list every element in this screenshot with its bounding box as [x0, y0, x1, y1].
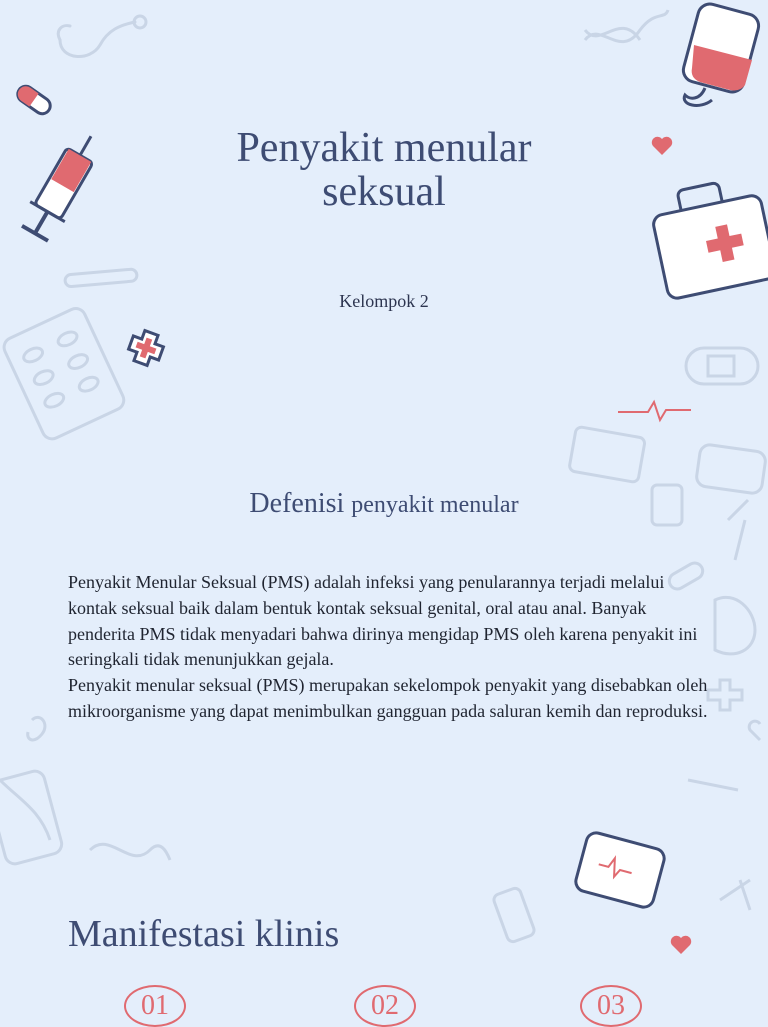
heart-icon	[671, 936, 691, 954]
definition-paragraph-2: Penyakit menular seksual (PMS) merupakan sekelompok penyakit yang disebabkan oleh mikroorganisme yang dapat menimbulkan gangguan pada saluran kemih dan reproduksi.	[68, 675, 708, 721]
blood-bag-icon	[681, 1, 762, 105]
monitor-icon	[574, 831, 667, 910]
title-line-1: Penyakit menular	[236, 125, 532, 171]
definition-body	[68, 570, 708, 725]
item-number-02: 02	[354, 985, 416, 1027]
definition-heading-rest: penyakit menular	[351, 492, 519, 518]
definition-paragraph-1: Penyakit Menular Seksual (PMS) adalah infeksi yang penularannya terjadi melalui kontak seksual baik dalam bentuk kontak seksual genital, oral atau anal. Banyak penderita PMS tidak menyadari bahwa dirinya mengidap PMS oleh karena penyakit ini seringkali tidak menunjukkan gejala.	[68, 572, 698, 670]
dna-icon	[585, 10, 668, 42]
pill-capsule-icon	[15, 83, 54, 117]
page-title	[0, 126, 768, 214]
bandage-icon	[686, 348, 758, 384]
heartbeat-icon	[618, 402, 691, 420]
subtitle: Kelompok 2	[339, 291, 429, 311]
stethoscope-icon	[58, 16, 146, 56]
definition-heading-word: Defenisi	[249, 488, 345, 519]
thermometer-icon	[65, 269, 138, 287]
definition-heading	[0, 488, 768, 520]
item-number-03: 03	[580, 985, 642, 1027]
title-line-2: seksual	[322, 169, 446, 215]
cross-icon	[125, 327, 166, 368]
item-number-01: 01	[124, 985, 186, 1027]
manifestation-heading: Manifestasi klinis	[68, 913, 340, 955]
pill-blister-icon	[1, 305, 127, 442]
